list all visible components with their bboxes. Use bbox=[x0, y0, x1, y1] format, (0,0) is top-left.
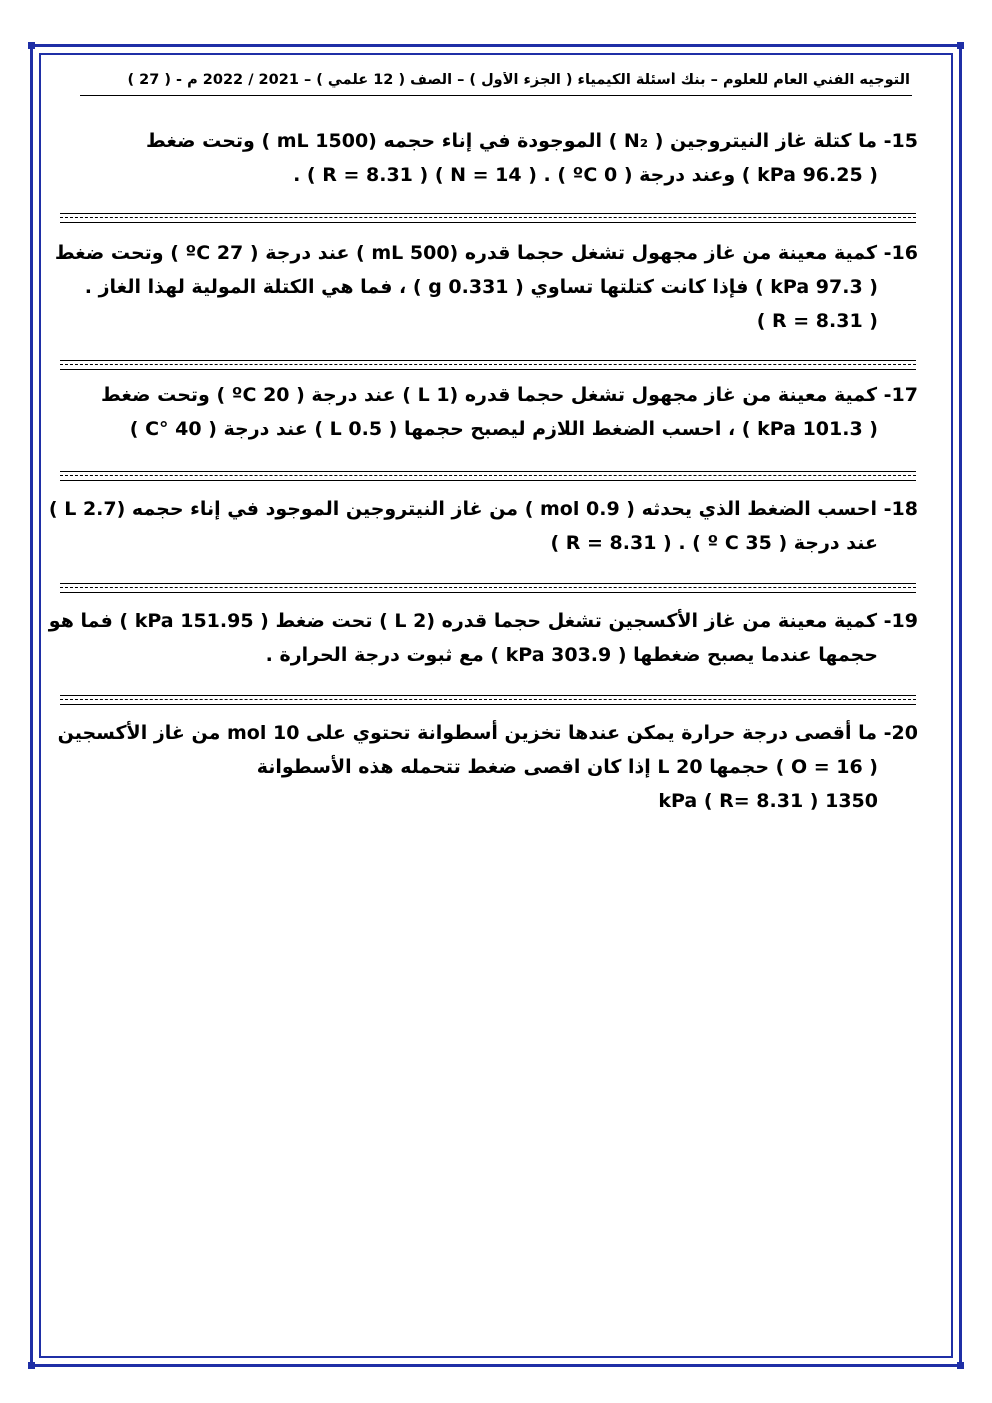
question-text: ( 101.3 kPa ) ، احسب الضغط اللازم ليصبح حجمها ( 0.5 L ) عند درجة ( 40 °C ) bbox=[129, 418, 878, 440]
question-text: عند درجة ( 35 º C ) . ( R = 8.31 ) bbox=[550, 532, 878, 554]
separator bbox=[60, 695, 916, 705]
question-text: كمية معينة من غاز الأكسجين تشغل حجما قدره (2 L ) تحت ضغط ( 151.95 kPa ) فما هو bbox=[48, 610, 878, 632]
separator bbox=[60, 360, 916, 370]
question-17 bbox=[101, 378, 918, 446]
page-header: التوجيه الفني العام للعلوم – بنك أسئلة الكيمياء ( الجزء الأول ) – الصف ( 12 علمي ) – 2021 / 2022 م - ( 27 ) bbox=[127, 72, 910, 88]
separator bbox=[60, 213, 916, 223]
question-20 bbox=[58, 716, 918, 818]
question-number: 18- bbox=[883, 498, 918, 520]
question-number: 16- bbox=[883, 242, 918, 264]
separator bbox=[60, 583, 916, 593]
corner-ornament bbox=[28, 1362, 35, 1369]
question-19 bbox=[49, 604, 918, 672]
corner-ornament bbox=[28, 42, 35, 49]
question-number: 15- bbox=[883, 130, 918, 152]
question-number: 20- bbox=[883, 722, 918, 744]
separator bbox=[60, 471, 916, 481]
corner-ornament bbox=[957, 42, 964, 49]
question-15 bbox=[146, 124, 918, 192]
question-number: 19- bbox=[883, 610, 918, 632]
question-text: ( O = 16 ) حجمها 20 L إذا كان اقصى ضغط تتحمله هذه الأسطوانة bbox=[256, 756, 878, 778]
question-text: ( R = 8.31 ) bbox=[756, 310, 878, 332]
question-text: ( 97.3 kPa ) فإذا كانت كتلتها تساوي ( 0.331 g ) ، فما هي الكتلة المولية لهذا الغاز . bbox=[84, 276, 878, 298]
question-number: 17- bbox=[883, 384, 918, 406]
question-text: احسب الضغط الذي يحدثه ( 0.9 mol ) من غاز النيتروجين الموجود في إناء حجمه (2.7 L ) bbox=[48, 498, 878, 520]
question-text: ( 96.25 kPa ) وعند درجة ( 0 ºC ) . ( N = 14 ) ( R = 8.31 ) . bbox=[293, 164, 878, 186]
question-16 bbox=[55, 236, 918, 338]
question-text: ما أقصى درجة حرارة يمكن عندها تخزين أسطوانة تحتوي على 10 mol من غاز الأكسجين bbox=[57, 722, 878, 744]
question-text: كمية معينة من غاز مجهول تشغل حجما قدره (500 mL ) عند درجة ( 27 ºC ) وتحت ضغط bbox=[54, 242, 878, 264]
question-text: حجمها عندما يصبح ضغطها ( 303.9 kPa ) مع ثبوت درجة الحرارة . bbox=[265, 644, 878, 666]
corner-ornament bbox=[957, 1362, 964, 1369]
question-18 bbox=[49, 492, 918, 560]
header-underline bbox=[80, 95, 912, 96]
question-text: كمية معينة من غاز مجهول تشغل حجما قدره (1 L ) عند درجة ( 20 ºC ) وتحت ضغط bbox=[101, 384, 878, 406]
question-text: ما كتلة غاز النيتروجين ( N₂ ) الموجودة في إناء حجمه (1500 mL ) وتحت ضغط bbox=[146, 130, 878, 152]
question-text: 1350 kPa ( R= 8.31 ) bbox=[658, 790, 878, 812]
